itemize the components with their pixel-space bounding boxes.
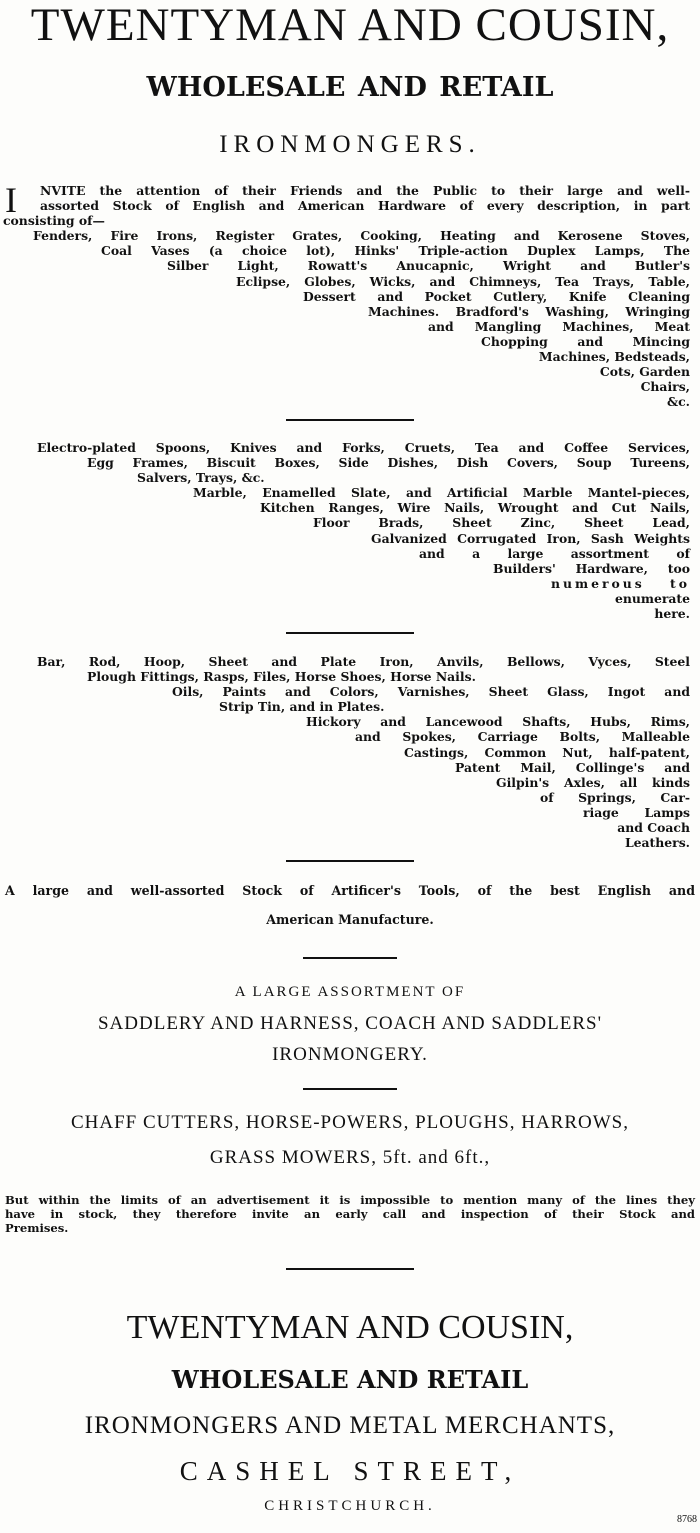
closing-line: But within the limits of an advertisement it is impossible to mention many of the lines they bbox=[5, 1193, 695, 1207]
bar-line: Gilpin's Axles, all kinds bbox=[496, 774, 690, 790]
electro-line: numerous to bbox=[551, 575, 690, 591]
intro-line: Coal Vases (a choice lot), Hinks' Triple-action Duplex Lamps, The bbox=[101, 243, 690, 259]
intro-line: Chairs, bbox=[640, 379, 690, 395]
electro-line: and a large assortment of bbox=[419, 545, 690, 561]
bar-line: of Springs, Car- bbox=[540, 789, 690, 805]
intro-line: Eclipse, Globes, Wicks, and Chimneys, Tea Trays, Table, bbox=[236, 273, 690, 289]
intro-line: Machines, Bedsteads, bbox=[538, 349, 690, 365]
header-firm-name: TWENTYMAN AND COUSIN, bbox=[30, 0, 670, 51]
intro-line: Silber Light, Rowatt's Anucapnic, Wright and Butler's bbox=[167, 258, 690, 274]
electro-line: Salvers, Trays, &c. bbox=[137, 470, 265, 486]
intro-line: assorted Stock of English and American Hardware of every description, in part bbox=[40, 198, 690, 214]
chaff-line: GRASS MOWERS, 5ft. and 6ft., bbox=[209, 1147, 491, 1168]
intro-line: consisting of— bbox=[3, 213, 105, 229]
bar-paragraph bbox=[0, 654, 700, 850]
intro-paragraph bbox=[0, 180, 700, 410]
closing-line: Premises. bbox=[5, 1221, 69, 1235]
saddlery-line: SADDLERY AND HARNESS, COACH AND SADDLERS' bbox=[97, 1013, 602, 1034]
bar-line: Oils, Paints and Colors, Varnishes, Sheet Glass, Ingot and bbox=[172, 684, 690, 700]
bar-line: and Coach bbox=[617, 820, 690, 836]
intro-line: Cots, Garden bbox=[599, 364, 690, 380]
reference-number: 8768 bbox=[677, 1514, 697, 1525]
tools-line: American Manufacture. bbox=[266, 912, 434, 927]
divider-rule bbox=[303, 957, 397, 959]
chaff-line: CHAFF CUTTERS, HORSE-POWERS, PLOUGHS, HARROWS, bbox=[70, 1112, 630, 1133]
bar-line: Patent Mail, Collinge's and bbox=[455, 759, 690, 775]
intro-line: Chopping and Mincing bbox=[481, 333, 690, 349]
bar-line: Bar, Rod, Hoop, Sheet and Plate Iron, Anvils, Bellows, Vyces, Steel bbox=[37, 654, 690, 669]
footer-trade-line: WHOLESALE AND RETAIL bbox=[171, 1365, 529, 1394]
intro-line: NVITE the attention of their Friends and the Public to their large and well- bbox=[40, 183, 690, 198]
intro-line: Dessert and Pocket Cutlery, Knife Cleaning bbox=[303, 288, 690, 304]
divider-rule bbox=[286, 632, 414, 634]
bar-line: Plough Fittings, Rasps, Files, Horse Shoes, Horse Nails. bbox=[87, 669, 476, 685]
intro-line: and Mangling Machines, Meat bbox=[428, 318, 690, 334]
electro-line: Kitchen Ranges, Wire Nails, Wrought and Cut Nails, bbox=[260, 500, 690, 516]
bar-line: riage Lamps bbox=[583, 804, 690, 820]
electro-line: Galvanized Corrugated Iron, Sash Weights bbox=[371, 530, 690, 546]
footer-trade: IRONMONGERS AND METAL MERCHANTS, bbox=[84, 1412, 616, 1439]
saddlery-heading: A LARGE ASSORTMENT OF bbox=[234, 984, 466, 1000]
header-trade: IRONMONGERS. bbox=[219, 131, 481, 158]
footer-firm-name: TWENTYMAN AND COUSIN, bbox=[126, 1309, 574, 1346]
intro-line: Fenders, Fire Irons, Register Grates, Cooking, Heating and Kerosene Stoves, bbox=[33, 228, 690, 244]
electro-line: Electro-plated Spoons, Knives and Forks, Cruets, Tea and Coffee Services, bbox=[37, 440, 690, 455]
closing-line: have in stock, they therefore invite an early call and inspection of their Stock and bbox=[5, 1207, 695, 1221]
bar-line: Castings, Common Nut, half-patent, bbox=[404, 744, 690, 760]
electro-line: Floor Brads, Sheet Zinc, Sheet Lead, bbox=[313, 515, 690, 531]
bar-line: Hickory and Lancewood Shafts, Hubs, Rims, bbox=[306, 714, 690, 730]
electro-line: here. bbox=[654, 606, 690, 622]
drop-cap: I bbox=[5, 180, 17, 220]
header-trade-line: WHOLESALE AND RETAIL bbox=[146, 72, 554, 103]
electro-line: enumerate bbox=[614, 590, 690, 606]
saddlery-line: IRONMONGERY. bbox=[272, 1044, 428, 1065]
intro-line: &c. bbox=[666, 394, 690, 410]
bar-line: and Spokes, Carriage Bolts, Malleable bbox=[355, 729, 690, 745]
tools-line: A large and well-assorted Stock of Artificer's Tools, of the best English and bbox=[5, 883, 695, 898]
electro-line: Marble, Enamelled Slate, and Artificial Marble Mantel-pieces, bbox=[193, 485, 690, 501]
divider-rule bbox=[286, 860, 414, 862]
divider-rule bbox=[286, 419, 414, 421]
bar-line: Strip Tin, and in Plates. bbox=[219, 699, 385, 715]
electro-line: Builders' Hardware, too bbox=[493, 560, 690, 576]
bar-line: Leathers. bbox=[624, 835, 690, 851]
electro-line: Egg Frames, Biscuit Boxes, Side Dishes, Dish Covers, Soup Tureens, bbox=[87, 455, 690, 471]
electro-paragraph bbox=[0, 440, 700, 621]
divider-rule bbox=[303, 1088, 397, 1090]
footer-street: CASHEL STREET, bbox=[179, 1456, 521, 1486]
divider-rule bbox=[286, 1268, 414, 1270]
closing-paragraph bbox=[0, 1193, 700, 1235]
intro-line: Machines. Bradford's Washing, Wringing bbox=[368, 303, 690, 319]
footer-city: CHRISTCHURCH. bbox=[264, 1498, 436, 1514]
